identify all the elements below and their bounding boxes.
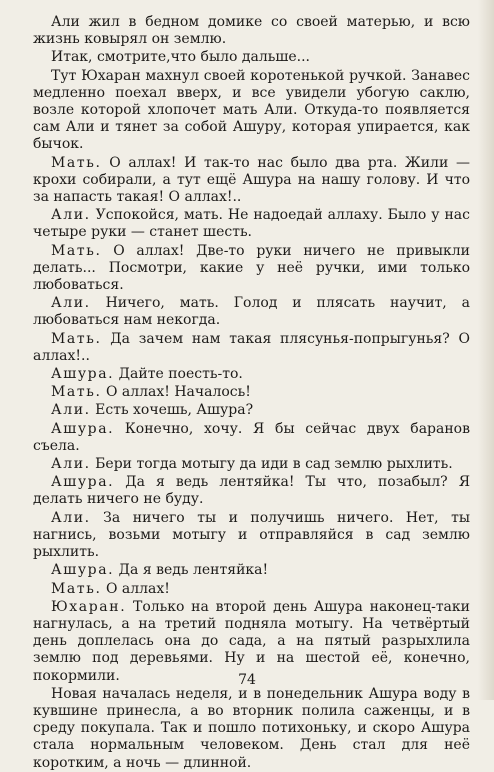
paragraph-text: О аллах! Две-то руки ничего не привыкли делать... Посмотри, какие у неё ручки, ими только любоваться. bbox=[33, 242, 470, 294]
paragraph-text: Бери тогда мотыгу да иди в сад землю рыхлить. bbox=[90, 456, 453, 473]
paragraph bbox=[33, 402, 470, 419]
paragraph bbox=[33, 155, 470, 207]
paragraph-text: О аллах! Началось! bbox=[101, 384, 251, 401]
paragraph-text: О аллах! И так-то нас было два рта. Жили — крохи собирали, а тут ещё Ашура на нашу голову. И что за напасть такая! О аллах!.. bbox=[33, 154, 470, 206]
paragraph-text: Да зачем нам такая плясунья-попрыгунья? О аллах!.. bbox=[33, 330, 470, 364]
page-text bbox=[33, 14, 470, 772]
speaker-name: Мать. bbox=[51, 330, 102, 347]
paragraph-text: Да я ведь лентяйка! bbox=[114, 562, 269, 579]
speaker-name: Мать. bbox=[51, 242, 102, 259]
paragraph-text: Новая началась неделя, и в понедельник Ашура воду в кувшине принесла, а во вторник полила саженцы, и в среду покупала. Так и пошло потихоньку, и скоро Ашура стала нормальным человеком. День стал для неё коротким, а ночь — длинной. bbox=[33, 685, 470, 771]
paragraph-text: Ничего, мать. Голод и плясать научит, а любоваться нам некогда. bbox=[33, 295, 470, 329]
paragraph-text: Дайте поесть-то. bbox=[114, 366, 243, 383]
speaker-name: Мать. bbox=[51, 384, 102, 401]
paragraph-text: Тут Юхаран махнул своей коротенькой ручкой. Занавес медленно поехал вверх, и все увидели убогую саклю, возле которой хлопочет мать Али. Откуда-то появляется сам Али и тянет за собой Ашуру, которая упирается, как бычок. bbox=[33, 67, 470, 153]
paragraph bbox=[33, 366, 470, 383]
speaker-name: Ашура. bbox=[51, 366, 115, 383]
paragraph-text: Итак, смотрите,что было дальше... bbox=[51, 49, 310, 66]
speaker-name: Мать. bbox=[51, 580, 102, 597]
paragraph-text: Только на второй день Ашура наконец-таки нагнулась, а на третий подняла мотыгу. На четвёртый день доплелась она до сада, а на пятый разрыхлила землю под деревьями. Ну и на шестой её, конечно, покормили. bbox=[33, 598, 470, 684]
paragraph-text: Али жил в бедном домике со своей матерью, и всю жизнь ковырял он землю. bbox=[33, 14, 470, 48]
paragraph bbox=[33, 456, 470, 473]
paragraph bbox=[33, 49, 470, 66]
paragraph bbox=[33, 510, 470, 562]
speaker-name: Али. bbox=[51, 509, 91, 526]
paragraph bbox=[33, 243, 470, 295]
speaker-name: Юхаран. bbox=[51, 598, 127, 615]
paragraph bbox=[33, 686, 470, 772]
speaker-name: Али. bbox=[51, 207, 91, 224]
page-number: 74 bbox=[238, 672, 256, 688]
paragraph-text: Да я ведь лентяйка! Ты что, позабыл? Я делать ничего не буду. bbox=[33, 474, 470, 508]
speaker-name: Ашура. bbox=[51, 474, 115, 491]
paragraph bbox=[33, 68, 470, 154]
paragraph-text: Есть хочешь, Ашура? bbox=[90, 402, 254, 419]
paragraph-text: За ничего ты и получишь ничего. Нет, ты нагнись, возьми мотыгу и отправляйся в сад землю рыхлить. bbox=[33, 509, 470, 561]
speaker-name: Али. bbox=[51, 295, 91, 312]
speaker-name: Али. bbox=[51, 456, 91, 473]
speaker-name: Мать. bbox=[51, 154, 102, 171]
page-edge-shadow bbox=[478, 0, 494, 700]
paragraph bbox=[33, 14, 470, 48]
paragraph bbox=[33, 384, 470, 401]
paragraph-text: О аллах! bbox=[101, 580, 170, 597]
paragraph bbox=[33, 295, 470, 329]
paragraph-text: Конечно, хочу. Я бы сейчас двух баранов съела. bbox=[33, 420, 470, 454]
paragraph bbox=[33, 421, 470, 455]
paragraph bbox=[33, 207, 470, 241]
speaker-name: Ашура. bbox=[51, 420, 115, 437]
paragraph-text: Успокойся, мать. Не надоедай аллаху. Было у нас четыре руки — станет шесть. bbox=[33, 207, 470, 241]
paragraph bbox=[33, 331, 470, 365]
speaker-name: Али. bbox=[51, 402, 91, 419]
paragraph bbox=[33, 581, 470, 598]
speaker-name: Ашура. bbox=[51, 562, 115, 579]
paragraph bbox=[33, 562, 470, 579]
paragraph bbox=[33, 474, 470, 508]
